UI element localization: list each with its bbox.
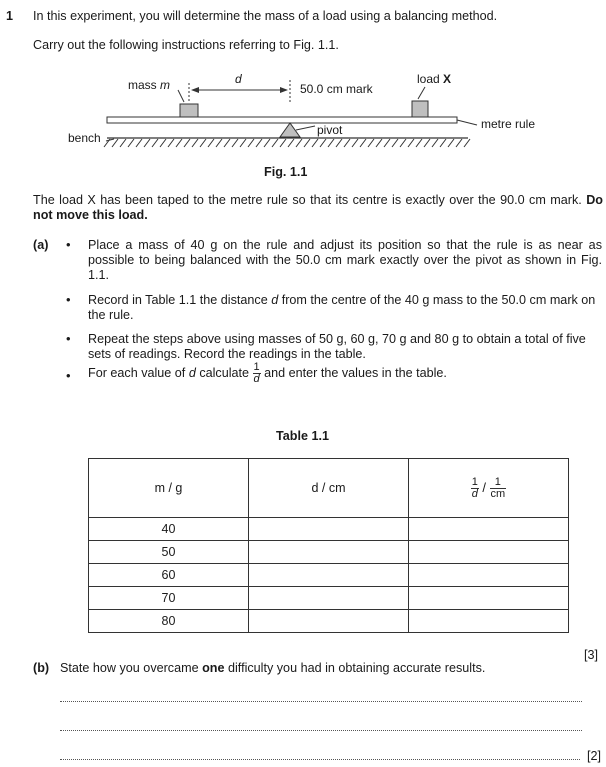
one-over-d-cell[interactable] <box>409 587 569 610</box>
part-b-label: (b) <box>33 661 50 675</box>
bullet-1-text: Place a mass of 40 g on the rule and adjust its position so that the rule is as near as possible to being balanced with the 50.0 cm mark exactly over the pivot as shown in Fig. 1.1. <box>88 238 602 282</box>
d-cell[interactable] <box>249 518 409 541</box>
load-x-block <box>412 101 428 117</box>
one-over-d-cell[interactable] <box>409 610 569 633</box>
load-leader <box>418 87 425 99</box>
table-caption: Table 1.1 <box>276 429 329 443</box>
results-table <box>88 458 569 633</box>
bullet-dot: • <box>66 237 71 252</box>
label-pivot: pivot <box>317 123 343 137</box>
load-x-paragraph: The load X has been taped to the metre rule so that its centre is exactly over the 90.0 cm mark. Do not move this load. <box>33 193 603 222</box>
bullet-3-text: Repeat the steps above using masses of 50 g, 60 g, 70 g and 80 g to obtain a total of five sets of readings. Record the readings in the table. <box>88 332 586 361</box>
pivot-leader <box>296 126 315 130</box>
header-d-cm: d / cm <box>249 459 409 518</box>
bench-hatching <box>104 139 470 147</box>
figure-caption: Fig. 1.1 <box>264 165 308 179</box>
metre-rule-shape <box>107 117 457 123</box>
bullet-4-text: For each value of d calculate $\frac{1}{d}$ and enter the values in the table. <box>88 361 447 385</box>
d-cell[interactable] <box>249 587 409 610</box>
rule-leader <box>457 120 477 125</box>
table-row <box>89 564 569 587</box>
mass-cell: 40 <box>89 518 249 541</box>
marks-a: [3] <box>584 648 599 662</box>
bullet-dot: • <box>66 292 71 307</box>
label-bench: bench <box>68 131 101 145</box>
d-cell[interactable] <box>249 610 409 633</box>
mass-leader <box>178 90 184 102</box>
answer-line[interactable] <box>60 759 580 760</box>
header-one-over-d: $\frac{1}{d}$ / $\frac{1}{cm}$ <box>409 459 569 518</box>
one-over-d-cell[interactable] <box>409 541 569 564</box>
answer-line[interactable] <box>60 730 582 731</box>
one-over-d-cell[interactable] <box>409 564 569 587</box>
part-b-question: State how you overcame one difficulty you had in obtaining accurate results. <box>60 661 486 675</box>
header-m-g: m / g <box>89 459 249 518</box>
bullet-2-text: Record in Table 1.1 the distance d from the centre of the 40 g mass to the 50.0 cm mark on the rule. <box>88 293 596 322</box>
label-mass-m: mass m <box>128 78 171 92</box>
instruction-text: Carry out the following instructions referring to Fig. 1.1. <box>33 38 339 52</box>
intro-text: In this experiment, you will determine the mass of a load using a balancing method. <box>33 9 498 23</box>
mass-cell: 70 <box>89 587 249 610</box>
table-row <box>89 587 569 610</box>
bullet-dot: • <box>66 331 71 346</box>
mass-cell: 50 <box>89 541 249 564</box>
one-over-d-cell[interactable] <box>409 518 569 541</box>
table-row <box>89 518 569 541</box>
table-row <box>89 541 569 564</box>
bullet-dot: • <box>66 368 71 383</box>
part-a-label: (a) <box>33 238 49 252</box>
label-load-x: load X <box>417 72 452 86</box>
label-50cm-mark: 50.0 cm mark <box>300 82 373 96</box>
mass-cell: 60 <box>89 564 249 587</box>
mass-cell: 80 <box>89 610 249 633</box>
question-number: 1 <box>6 9 14 23</box>
label-metre-rule: metre rule <box>481 117 536 131</box>
d-cell[interactable] <box>249 541 409 564</box>
one-over-d-fraction: $\frac{1}{d}$ <box>253 361 260 385</box>
marks-b: [2] <box>587 749 602 763</box>
d-cell[interactable] <box>249 564 409 587</box>
label-d: d <box>235 72 242 86</box>
mass-m-block <box>180 104 198 117</box>
table-row <box>89 610 569 633</box>
answer-line[interactable] <box>60 701 582 702</box>
